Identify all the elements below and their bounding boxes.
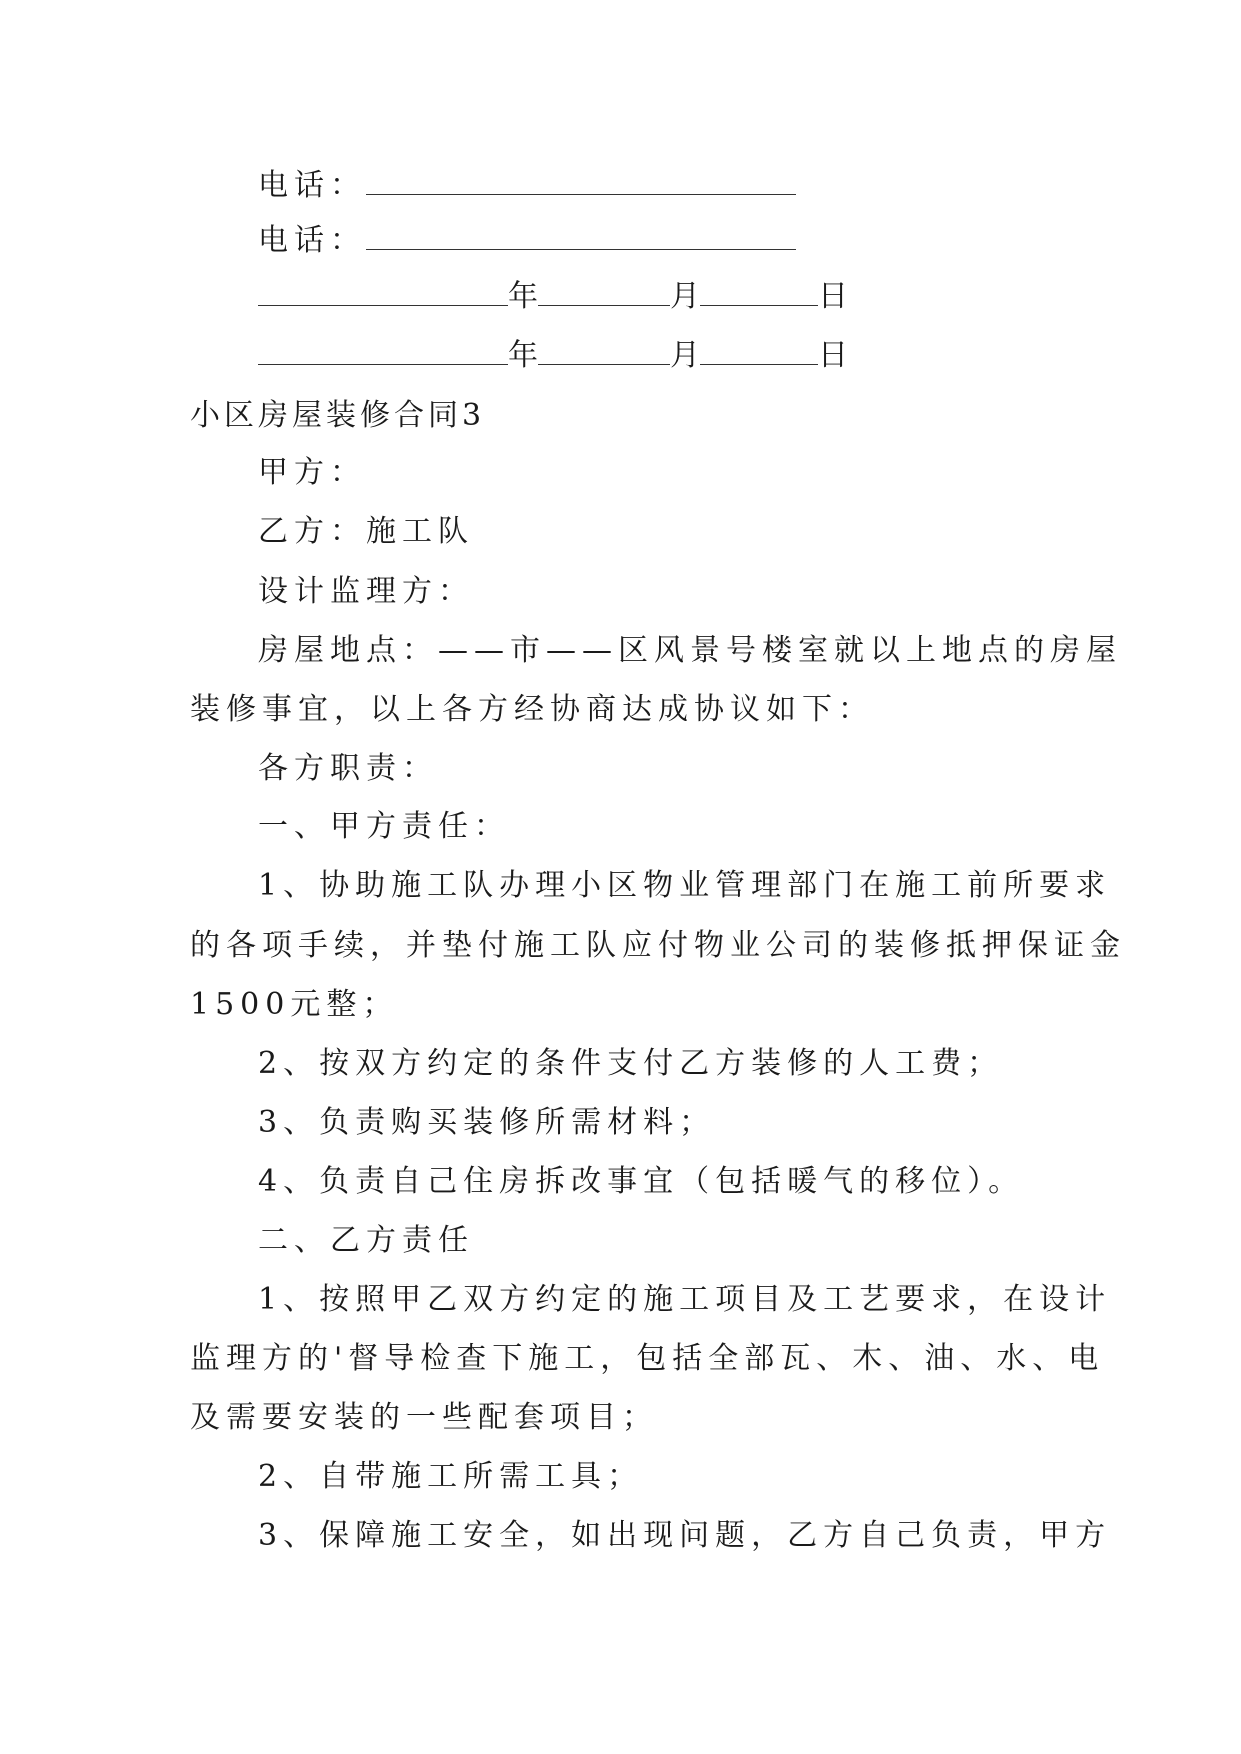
phone-blank [366,168,796,195]
duties-heading: 各方职责： [258,751,438,786]
party-a: 甲方： [258,455,366,490]
b1-line-2: 监理方的'督导检查下施工，包括全部瓦、木、油、水、电 [190,1341,1105,1376]
party-a-heading: 一、甲方责任： [258,809,510,844]
party-b: 乙方：施工队 [258,514,474,549]
phone-line-1 [258,166,1138,206]
party-b-heading: 二、乙方责任 [258,1223,474,1258]
month-label: 月 [670,279,700,314]
phone-label: 电话： [258,168,366,203]
month-label: 月 [670,338,700,373]
b1-line-3: 及需要安装的一些配套项目； [190,1400,658,1435]
b1-line-1: 1、按照甲乙双方约定的施工项目及工艺要求，在设计 [258,1282,1112,1317]
a1-line-2: 的各项手续，并垫付施工队应付物业公司的装修抵押保证金 [190,928,1126,963]
a1-line-3: 1500元整； [190,987,399,1022]
location-line-2: 装修事宜，以上各方经协商达成协议如下： [190,692,874,727]
month-blank [538,279,670,306]
day-blank [700,338,818,365]
a4: 4、负责自己住房拆改事宜（包括暖气的移位）。 [258,1164,1025,1199]
location-line-1: 房屋地点：——市——区风景号楼室就以上地点的房屋 [258,633,1122,668]
day-blank [700,279,818,306]
a2: 2、按双方约定的条件支付乙方装修的人工费； [258,1046,1004,1081]
supervisor: 设计监理方： [258,574,474,609]
month-blank [538,338,670,365]
phone-blank [366,223,796,250]
a3: 3、负责购买装修所需材料； [258,1105,716,1140]
day-label: 日 [818,338,848,373]
phone-label: 电话： [258,223,366,258]
year-label: 年 [508,279,538,314]
b3-line-1: 3、保障施工安全，如出现问题，乙方自己负责，甲方 [258,1518,1112,1553]
day-label: 日 [818,279,848,314]
b2: 2、自带施工所需工具； [258,1459,644,1494]
a1-line-1: 1、协助施工队办理小区物业管理部门在施工前所要求 [258,868,1112,903]
date-line-1 [258,277,1138,317]
year-blank [258,279,508,306]
phone-line-2 [258,221,1138,261]
date-line-2 [258,336,1138,376]
year-blank [258,338,508,365]
section-title: 小区房屋装修合同3 [190,398,486,433]
year-label: 年 [508,338,538,373]
